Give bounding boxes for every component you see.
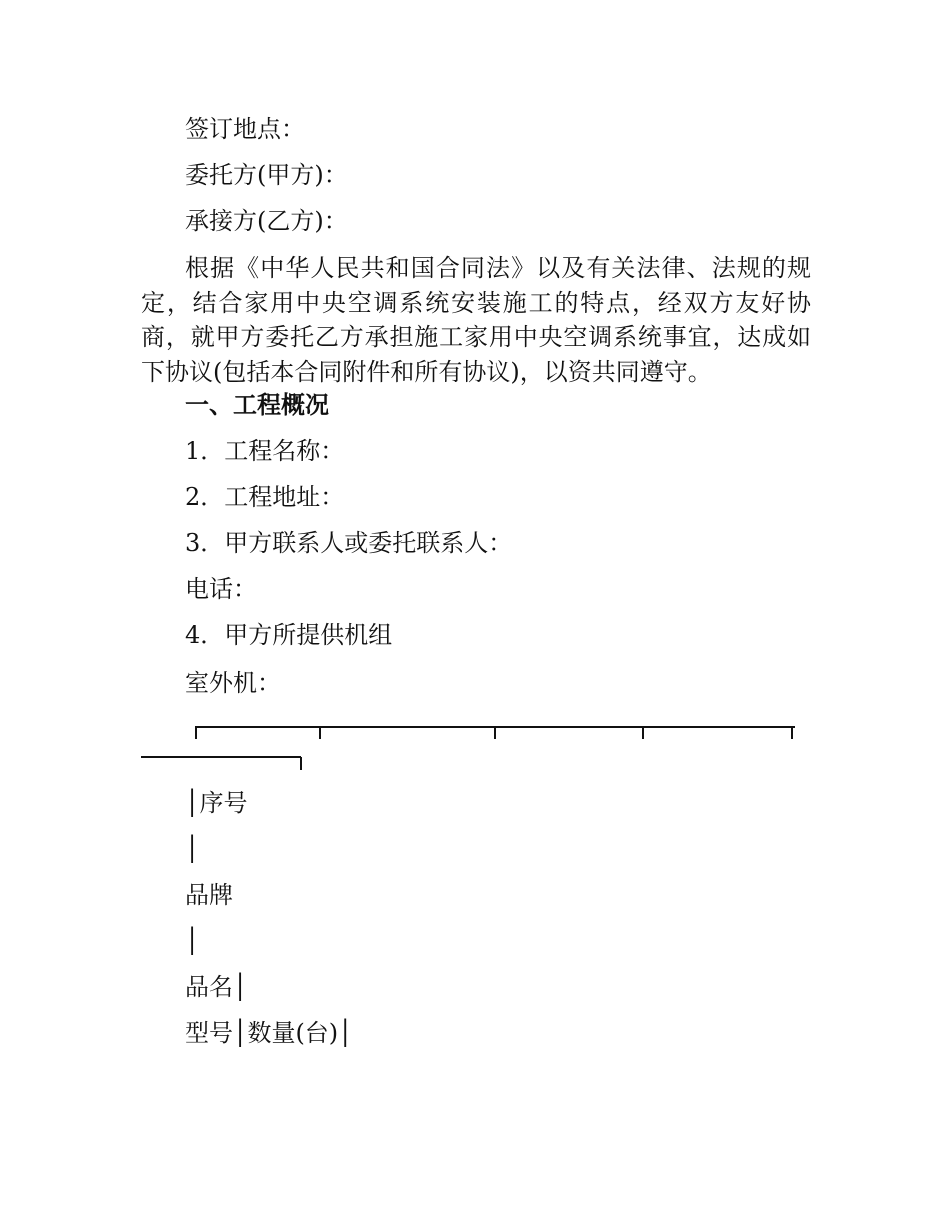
project-address-item: 2．工程地址： xyxy=(185,483,345,511)
table-col-model-qty: 型号│数量(台)│ xyxy=(185,1019,353,1047)
phone-label: 电话： xyxy=(185,575,257,603)
table-divider: │ xyxy=(185,835,200,863)
sign-place-label: 签订地点： xyxy=(185,115,305,143)
client-contact-item: 3．甲方联系人或委托联系人： xyxy=(185,529,513,557)
table-col-name: 品名│ xyxy=(185,973,248,1001)
table-divider: │ xyxy=(185,927,200,955)
table-col-brand: 品牌 xyxy=(185,881,233,909)
section-1-heading: 一、工程概况 xyxy=(185,390,329,419)
contractor-party-label: 承接方(乙方)： xyxy=(185,207,348,235)
project-name-item: 1．工程名称： xyxy=(185,437,345,465)
client-party-label: 委托方(甲方)： xyxy=(185,161,348,189)
preamble-paragraph: 根据《中华人民共和国合同法》以及有关法律、法规的规定，结合家用中央空调系统安装施工的特点，经双方友好协商，就甲方委托乙方承担施工家用中央空调系统事宜，达成如下协议(包括本合同附件和所有协议)，以资共同遵守。 xyxy=(141,254,811,386)
provided-units-item: 4．甲方所提供机组 xyxy=(185,621,393,649)
table-col-serial: │序号 xyxy=(185,789,248,817)
outdoor-unit-label: 室外机： xyxy=(185,669,281,697)
